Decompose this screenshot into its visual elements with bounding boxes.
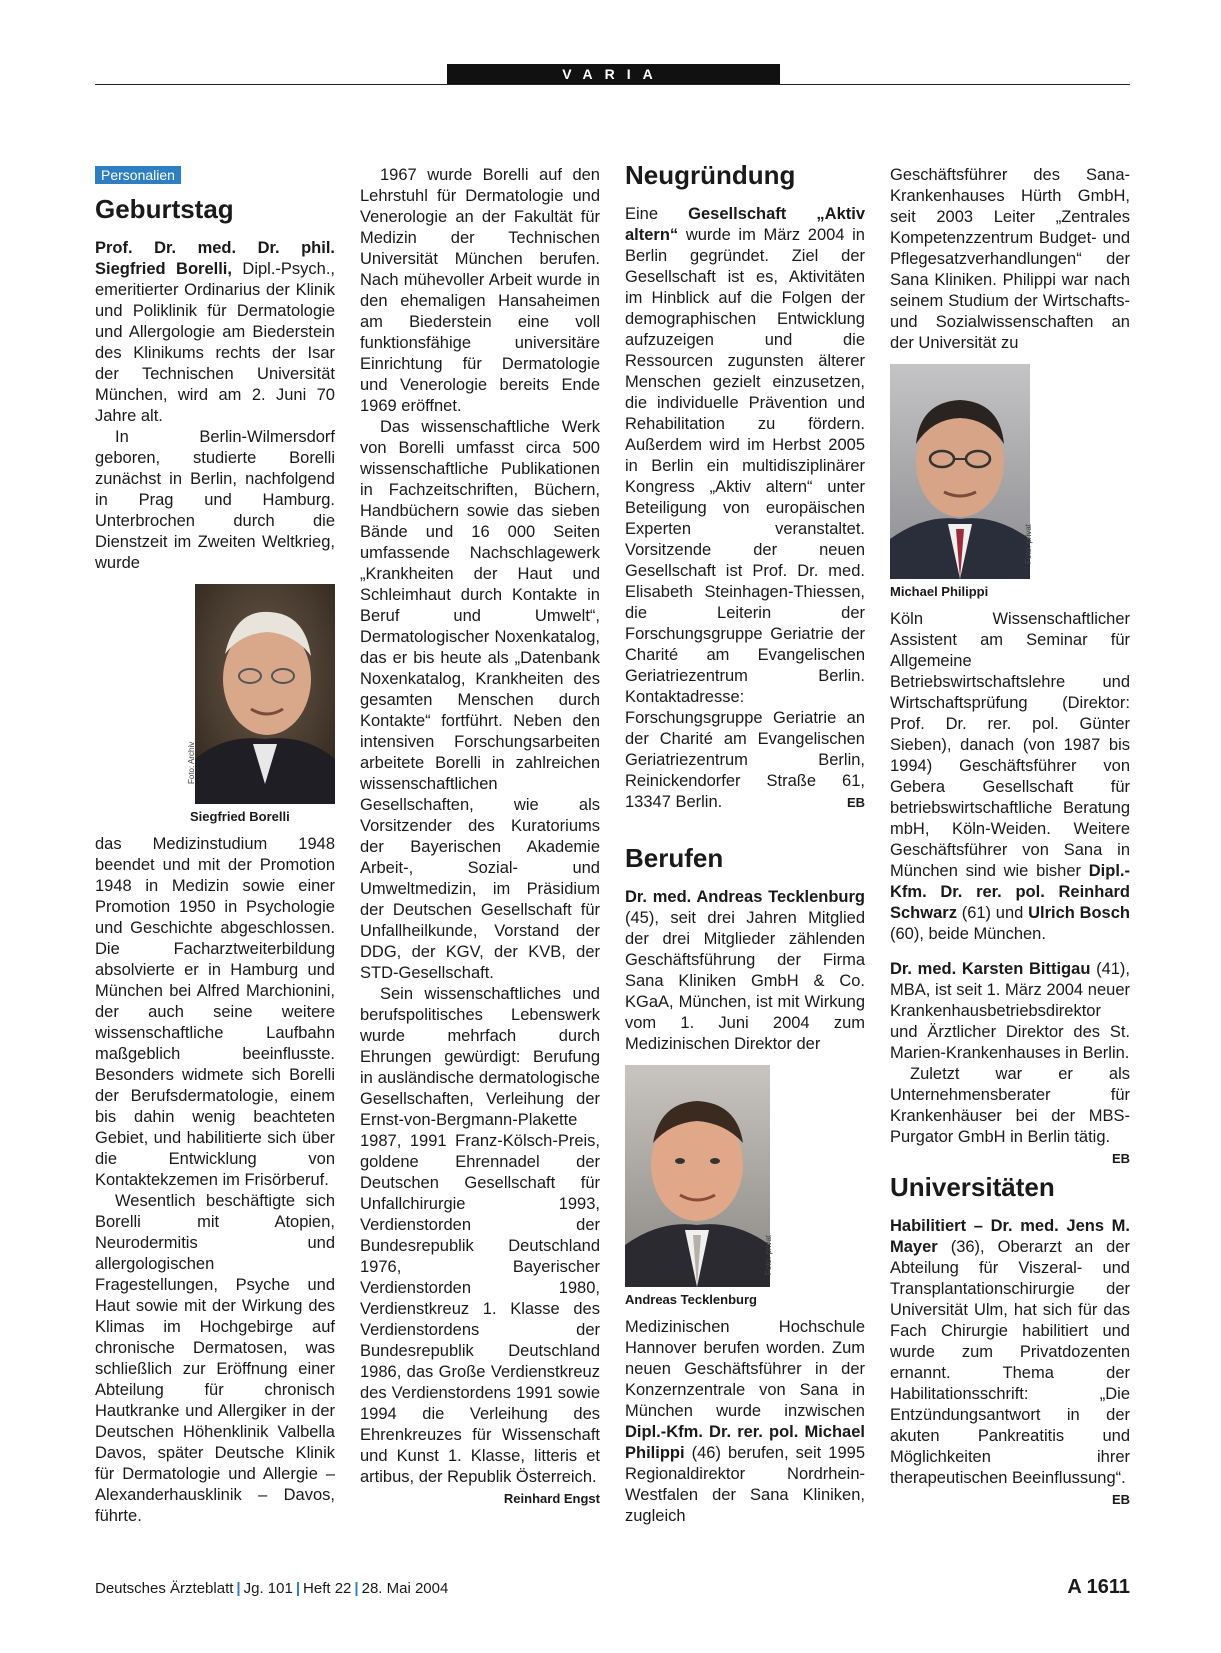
- paragraph: Habilitiert – Dr. med. Jens M. Mayer (36), Oberarzt an der Abteilung für Viszeral- und Transplantationschirurgie der Universität Ulm, hat sich für das Fach Chirurgie habilitiert und wurde zum Privatdozenten ernannt. Thema der Habilitationsschrift: „Die Entzündungsantwort in der akuten Pankreatitis und Möglichkeiten ihrer therapeutischen Beeinflussung“. EB: [890, 1216, 1130, 1489]
- heading-berufen: Berufen: [625, 843, 724, 873]
- separator: |: [295, 1580, 301, 1597]
- photo-michael-philippi: [890, 364, 1033, 579]
- column-4: [890, 165, 1130, 1510]
- section-header: VARIA: [447, 64, 780, 85]
- paragraph: Zuletzt war er als Unternehmensberater für Krankenhäuser bei der MBS-Purgator GmbH in Berlin tätig. EB: [890, 1064, 1130, 1148]
- column-1: [95, 165, 335, 1527]
- column-3: [625, 160, 865, 1527]
- paragraph: Sein wissenschaftliches und berufspolitisches Lebenswerk wurde mehrfach durch Ehrungen gewürdigt: Berufung in ausländische dermatologische Gesellschaften, Verleihung der Ernst-von-Bergmann-Plakette 1987, 1991 Franz-Kölsch-Preis, goldene Ehrennadel der Deutschen Gesellschaft für Unfallchirurgie 1993, Verdienstorden der Bundesrepublik Deutschland 1976, Bayerischer Verdienstorden 1980, Verdienstkreuz 1. Klasse des Verdienstordens der Bundesrepublik Deutschland 1986, das Große Verdienstkreuz des Verdienstordens 1991 sowie 1994 die Verleihung des Ehrenkreuzes für Wissenschaft und Kunst 1. Klasse, litteris et artibus, der Republik Österreich. Reinhard Engst: [360, 984, 600, 1488]
- paragraph: Dr. med. Karsten Bittigau (41), MBA, ist seit 1. März 2004 neuer Krankenhausbetriebsdirektor und Ärztlicher Direktor des St. Marien-Krankenhauses in Berlin.: [890, 960, 1131, 1062]
- signature: Reinhard Engst: [503, 1491, 600, 1506]
- heading-neugruendung: Neugründung: [625, 160, 796, 190]
- photo-caption: Andreas Tecklenburg: [625, 1292, 757, 1307]
- volume: Jg. 101: [243, 1580, 293, 1597]
- paragraph: das Medizinstudium 1948 beendet und mit der Promotion 1948 in Medizin sowie einer Promotion 1950 in Psychologie und Geschichte abgeschlossen. Die Facharztweiterbildung absolvierte er in Hamburg und München bei Alfred Marchionini, der auch seine weitere wissenschaftliche Laufbahn maßgeblich beeinflusste. Besonders widmete sich Borelli der Berufsdermatologie, einem bis dahin wenig beachteten Gebiet, und habilitierte sich über die Entwicklung von Kontaktekzemen im Frisörberuf.: [95, 835, 335, 1189]
- column-2: [360, 165, 600, 1509]
- photo-credit: Foto: privat: [1024, 523, 1033, 564]
- date: 28. Mai 2004: [361, 1580, 449, 1597]
- paragraph: In Berlin-Wilmersdorf geboren, studierte Borelli zunächst in Berlin, nachfolgend in Prag und Hamburg. Unterbrochen durch die Dienstzeit im Zweiten Weltkrieg, wurde: [95, 428, 335, 572]
- paragraph: Geschäftsführer des Sana-Krankenhauses Hürth GmbH, seit 2003 Leiter „Zentrales Kompetenzzentrum Budget- und Pflegesatzverhandlungen“ der Sana Kliniken. Philippi war nach seinem Studium der Wirtschafts- und Sozialwissenschaften an der Universität zu: [890, 166, 1130, 352]
- photo-credit: Foto: Archiv: [187, 741, 196, 784]
- portrait-image: [195, 584, 335, 804]
- signature: EB: [1111, 1492, 1130, 1507]
- photo-siegfried-borelli: [187, 584, 335, 804]
- portrait-image: [890, 364, 1030, 579]
- category-tag: Personalien: [95, 166, 181, 184]
- heading-universitaeten: Universitäten: [890, 1172, 1055, 1202]
- paragraph: 1967 wurde Borelli auf den Lehrstuhl für Dermatologie und Venerologie an der Fakultät für Medizin der Technischen Universität München berufen. Nach mühevoller Arbeit wurde in den ehemaligen Hansaheimen am Biederstein eine voll funktionsfähige universitäre Einrichtung für Dermatologie und Venerologie bereits Ende 1969 eröffnet.: [360, 166, 600, 415]
- page-footer: [95, 1576, 1130, 1598]
- paragraph: Wesentlich beschäftigte sich Borelli mit Atopien, Neurodermitis und allergologischen Fragestellungen, Psyche und Haut sowie mit der Wirkung des Klimas im Hochgebirge auf chronische Dermatosen, was schließlich zur Eröffnung einer Abteilung für chronisch Hautkranke und Allergiker in der Deutschen Höhenklinik Valbella Davos, später Deutsche Klinik für Dermatologie und Allergie – Alexanderhausklinik – Davos, führte.: [95, 1192, 335, 1525]
- photo-caption: Siegfried Borelli: [190, 809, 290, 824]
- paragraph: Das wissenschaftliche Werk von Borelli umfasst circa 500 wissenschaftliche Publikationen in Fachzeitschriften, Büchern, Handbüchern sowie das sieben Bände und 16 000 Seiten umfassende Nachschlagewerk „Krankheiten der Haut und Schleimhaut durch Kontakte in Beruf und Umwelt“, Dermatologischer Noxenkatalog, das er bis heute als „Datenbank Noxenkatalog, Krankheiten des gesamten Menschen durch Kontakte“ fortführt. Neben den intensiven Forschungsarbeiten arbeitete Borelli in zahlreichen wissenschaftlichen Gesellschaften, wie als Vorsitzender des Kuratoriums der Bayerischen Akademie Arbeit-, Sozial- und Umweltmedizin, im Präsidium der Deutschen Gesellschaft für Unfallheilkunde, Vorstand der DDG, der KGV, der KVB, der STD-Gesellschaft.: [360, 418, 600, 982]
- heading-geburtstag: Geburtstag: [95, 194, 234, 224]
- separator: |: [236, 1580, 241, 1597]
- paragraph: Prof. Dr. med. Dr. phil. Siegfried Borelli, Dipl.-Psych., emeritierter Ordinarius der Klinik und Poliklinik für Dermatologie und Allergologie am Biederstein des Klinikums rechts der Isar der Technischen Universität München, wird am 2. Juni 70 Jahre alt.: [95, 239, 335, 425]
- photo-credit: Foto: privat: [764, 1234, 773, 1275]
- signature: EB: [846, 795, 865, 810]
- header-rule: [95, 84, 1130, 85]
- photo-andreas-tecklenburg: [625, 1065, 773, 1287]
- journal-name: Deutsches Ärzteblatt: [95, 1580, 234, 1597]
- page-number: A 1611: [1067, 1576, 1130, 1598]
- paragraph: Eine Gesellschaft „Aktiv altern“ wurde im März 2004 in Berlin gegründet. Ziel der Gesellschaft ist es, Aktivitäten im Hinblick auf die Folgen der demographischen Entwicklung aufzuzeigen und die Ressourcen zugunsten älterer Menschen gezielt einzusetzen, die individuelle Prävention und Rehabilitation zu fördern. Außerdem wird im Herbst 2005 in Berlin ein multidisziplinärer Kongress „Aktiv altern“ unter Beteiligung von europäischen Experten veranstaltet. Vorsitzende der neuen Gesellschaft ist Prof. Dr. med. Elisabeth Steinhagen-Thiessen, die Leiterin der Forschungsgruppe Geriatrie der Charité am Evangelischen Geriatriezentrum Berlin. Kontaktadresse: Forschungsgruppe Geriatrie an der Charité am Evangelischen Geriatriezentrum Berlin, Reinickendorfer Straße 61, 13347 Berlin. EB: [625, 205, 866, 811]
- issue: Heft 22: [303, 1580, 352, 1597]
- portrait-image: [625, 1065, 770, 1287]
- photo-caption: Michael Philippi: [890, 584, 989, 599]
- paragraph: Dr. med. Andreas Tecklenburg (45), seit drei Jahren Mitglied der drei Mitglieder zählenden Geschäftsführung der Firma Sana Kliniken GmbH & Co. KGaA, München, ist mit Wirkung vom 1. Juni 2004 zum Medizinischen Direktor der: [625, 888, 865, 1053]
- separator: |: [354, 1580, 359, 1597]
- paragraph: Medizinischen Hochschule Hannover berufen worden. Zum neuen Geschäftsführer in der Konzernzentrale von Sana in München wurde inzwischen Dipl.-Kfm. Dr. rer. pol. Michael Philippi (46) berufen, seit 1995 Regionaldirektor Nordrhein-Westfalen der Sana Kliniken, zugleich: [625, 1318, 865, 1525]
- signature: EB: [1111, 1151, 1130, 1166]
- paragraph: Köln Wissenschaftlicher Assistent am Seminar für Allgemeine Betriebswirtschaftslehre und Wirtschaftsprüfung (Direktor: Prof. Dr. rer. pol. Günter Sieben), danach (von 1987 bis 1994) Geschäftsführer von Gebera Gesellschaft für betriebswirtschaftliche Beratung mbH, Köln-Weiden. Weitere Geschäftsführer von Sana in München sind wie bisher Dipl.-Kfm. Dr. rer. pol. Reinhard Schwarz (61) und Ulrich Bosch (60), beide München.: [890, 610, 1130, 943]
